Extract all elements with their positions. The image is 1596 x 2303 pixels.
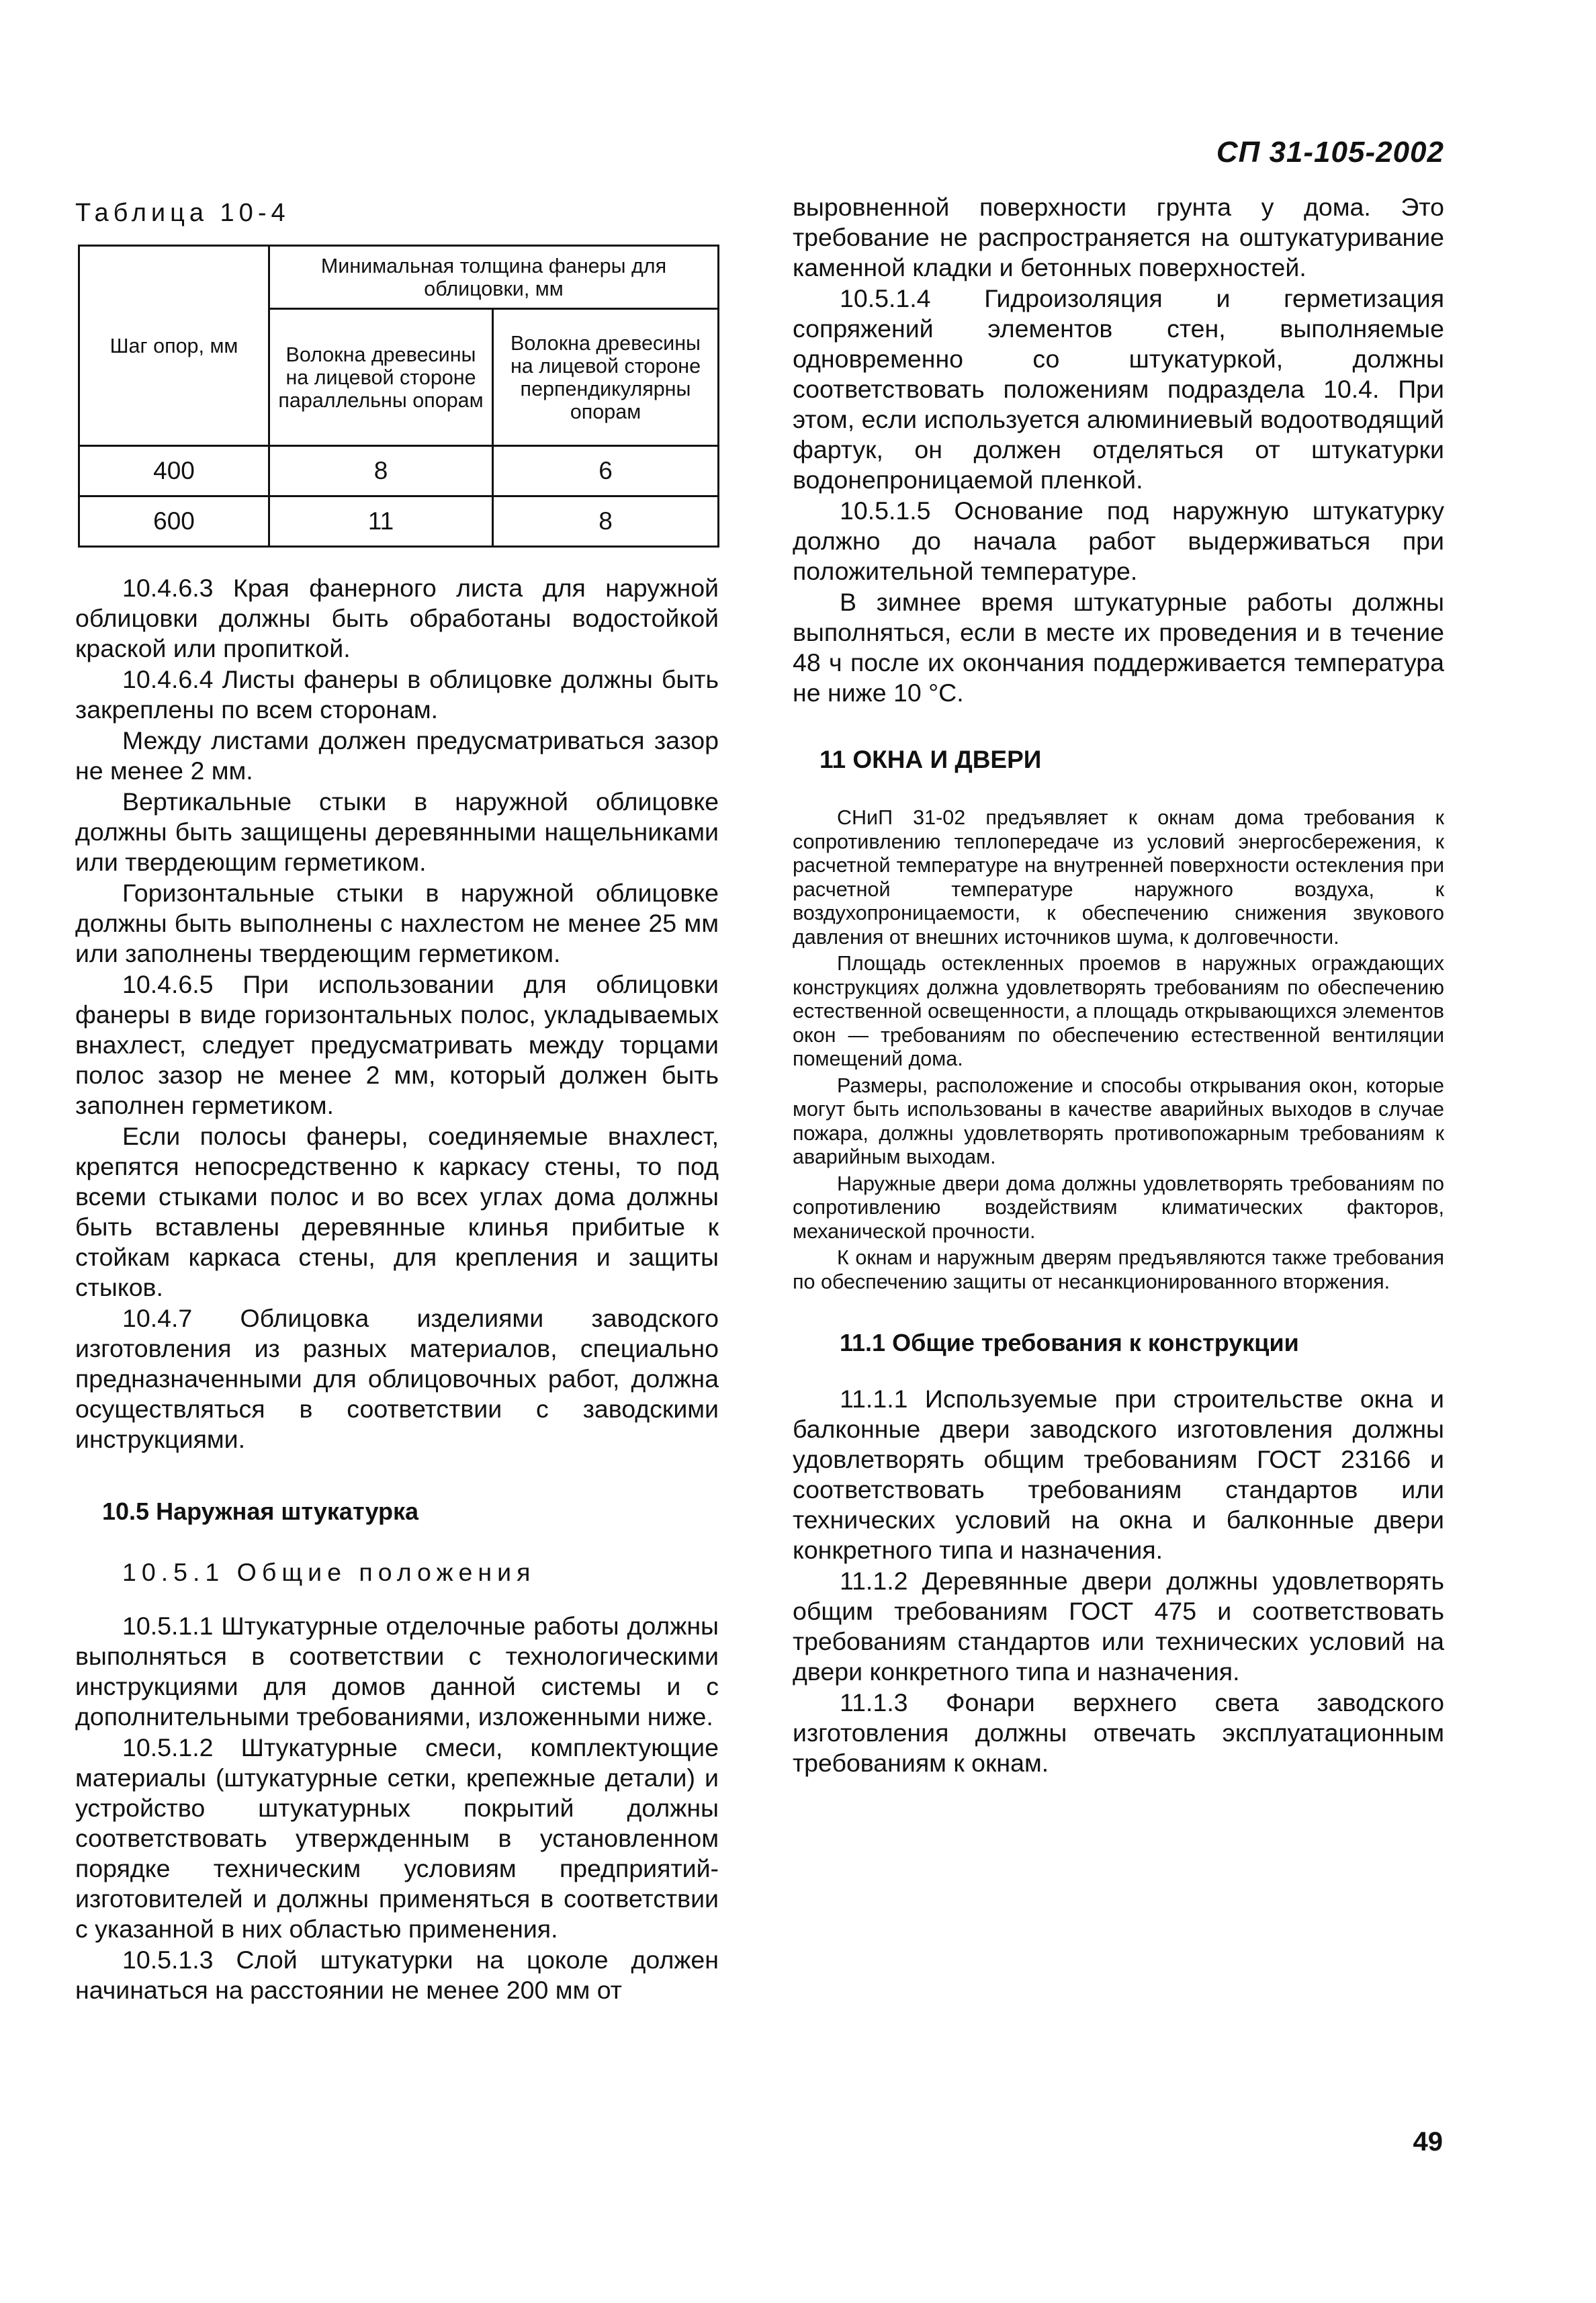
paragraph: К окнам и наружным дверям предъявляются также требования по обеспечению защиты от несанкционированного вторжения.: [793, 1246, 1444, 1293]
subsection-heading: 10.5.1 Общие положения: [122, 1558, 536, 1586]
paragraph: выровненной поверхности грунта у дома. Это требование не распространяется на оштукатуривание каменной кладки и бетонных поверхностей.: [793, 193, 1444, 281]
paragraph: 10.5.1.2 Штукатурные смеси, комплектующие материалы (штукатурные сетки, крепежные детали) и устройство штукатурных покрытий должны соответствовать утвержденным в установленном порядке техническим условиям предприятий-изготовителей и должны применяться в соответствии с указанной в них областью применения.: [75, 1733, 719, 1943]
section-heading: 11 ОКНА И ДВЕРИ: [819, 746, 1042, 773]
document-code: СП 31-105-2002: [1216, 136, 1444, 169]
paragraph: 11.1.2 Деревянные двери должны удовлетворять общим требованиям ГОСТ 475 и соответствовать требованиям стандартов или технических условий на двери конкретного типа и назначения.: [793, 1567, 1444, 1686]
right-column: [793, 192, 1444, 1779]
table-header-perpendicular: Волокна древесины на лицевой стороне перпендикулярны опорам: [493, 309, 719, 446]
table-cell-step: 600: [79, 496, 269, 547]
paragraph: Площадь остекленных проемов в наружных ограждающих конструкциях должна удовлетворять требованиям по обеспечению естественной освещенности, а площадь открывающихся элементов окон — требованиям по обеспечению естественной вентиляции помещений дома.: [793, 952, 1444, 1070]
paragraph: Если полосы фанеры, соединяемые внахлест, крепятся непосредственно к каркасу стены, то под всеми стыками полос и во всех углах дома должны быть вставлены деревянные клинья прибитые к стойкам каркаса стены, для крепления и защиты стыков.: [75, 1122, 719, 1301]
plywood-thickness-table: [78, 245, 719, 548]
paragraph: 10.5.1.5 Основание под наружную штукатурку должно до начала работ выдерживаться при положительной температуре.: [793, 496, 1444, 585]
paragraph: Вертикальные стыки в наружной облицовке должны быть защищены деревянными нащельниками или твердеющим герметиком.: [75, 787, 719, 876]
paragraph: 11.1.1 Используемые при строительстве окна и балконные двери заводского изготовления должны удовлетворять общим требованиям ГОСТ 23166 и соответствовать требованиям стандартов или технических условий на окна и балконные двери конкретного типа и назначения.: [793, 1385, 1444, 1564]
paragraph: 10.4.6.5 При использовании для облицовки фанеры в виде горизонтальных полос, укладываемых внахлест, следует предусматривать между торцами полос зазор не менее 2 мм, который должен быть заполнен герметиком.: [75, 970, 719, 1119]
table-row: [79, 446, 719, 496]
paragraph: 10.4.7 Облицовка изделиями заводского изготовления из разных материалов, специально предназначенными для облицовочных работ, должна осуществляться в соответствии с заводскими инструкциями.: [75, 1304, 719, 1453]
paragraph: 10.5.1.4 Гидроизоляция и герметизация сопряжений элементов стен, выполняемые одновременно со штукатуркой, должны соответствовать положениям подраздела 10.4. При этом, если используется алюминиевый водоотводящий фартук, он должен отделяться от штукатурки водонепроницаемой пленкой.: [793, 284, 1444, 494]
table-title: Таблица 10-4: [75, 199, 290, 227]
table-header-step: Шаг опор, мм: [79, 246, 269, 446]
paragraph: Горизонтальные стыки в наружной облицовке должны быть выполнены с нахлестом не менее 25 мм или заполнены твердеющим герметиком.: [75, 879, 719, 967]
paragraph: 10.4.6.3 Края фанерного листа для наружной облицовки должны быть обработаны водостойкой краской или пропиткой.: [75, 574, 719, 662]
table-cell-perpendicular: 8: [493, 496, 719, 547]
paragraph: Наружные двери дома должны удовлетворять требованиям по сопротивлению воздействиям климатических факторов, механической прочности.: [793, 1172, 1444, 1243]
table-cell-parallel: 8: [269, 446, 493, 496]
paragraph: В зимнее время штукатурные работы должны выполняться, если в месте их проведения и в течение 48 ч после их окончания поддерживается температура не ниже 10 °С.: [793, 588, 1444, 707]
left-column: [75, 199, 719, 2006]
subsection-heading: 11.1 Общие требования к конструкции: [840, 1329, 1299, 1356]
paragraph: Размеры, расположение и способы открывания окон, которые могут быть использованы в качестве аварийных выходов в случае пожара, должны удовлетворять противопожарным требованиям к аварийным выходам.: [793, 1074, 1444, 1168]
table-cell-perpendicular: 6: [493, 446, 719, 496]
paragraph: 11.1.3 Фонари верхнего света заводского изготовления должны отвечать эксплуатационным требованиям к окнам.: [793, 1688, 1444, 1777]
paragraph: 10.5.1.1 Штукатурные отделочные работы должны выполняться в соответствии с технологическими инструкциями для домов данной системы и с дополнительными требованиями, изложенными ниже.: [75, 1612, 719, 1731]
paragraph: 10.4.6.4 Листы фанеры в облицовке должны быть закреплены по всем сторонам.: [75, 665, 719, 724]
paragraph: СНиП 31-02 предъявляет к окнам дома требования к сопротивлению теплопередаче из условий энергосбережения, к расчетной температуре на внутренней поверхности остекления при расчетной температуре наружного воздуха, к воздухопроницаемости, к обеспечению снижения звукового давления от внешних источников шума, к долговечности.: [793, 806, 1444, 949]
section-heading: 10.5 Наружная штукатурка: [102, 1497, 419, 1525]
page-number: 49: [1413, 2127, 1443, 2157]
table-row: [79, 496, 719, 547]
table-cell-step: 400: [79, 446, 269, 496]
table-header-group: Минимальная толщина фанеры для облицовки, мм: [269, 246, 719, 309]
table-header-parallel: Волокна древесины на лицевой стороне параллельны опорам: [269, 309, 493, 446]
paragraph: Между листами должен предусматриваться зазор не менее 2 мм.: [75, 726, 719, 785]
paragraph: 10.5.1.3 Слой штукатурки на цоколе должен начинаться на расстоянии не менее 200 мм от: [75, 1946, 719, 2004]
table-cell-parallel: 11: [269, 496, 493, 547]
